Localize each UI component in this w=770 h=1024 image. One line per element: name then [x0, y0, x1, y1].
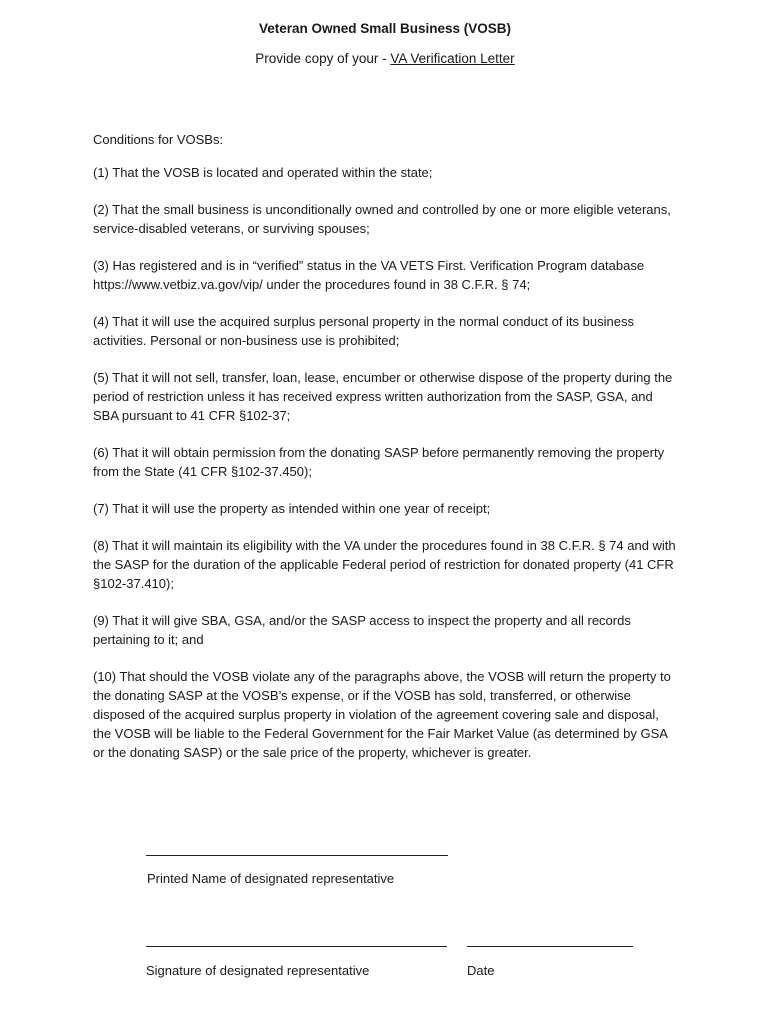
date-line[interactable]	[467, 946, 633, 947]
printed-name-line[interactable]	[146, 855, 448, 856]
condition-item: (6) That it will obtain permission from the donating SASP before permanently removing the property from the State (41 CFR §102-37.450);	[93, 445, 665, 479]
condition-item: (2) That the small business is unconditionally owned and controlled by one or more eligible veterans, service-disabled veterans, or surviving spouses;	[93, 202, 671, 236]
subtitle-prefix: Provide copy of your -	[255, 51, 391, 66]
condition-item: (4) That it will use the acquired surplus personal property in the normal conduct of its business activities. Personal or non-business use is prohibited;	[93, 314, 634, 348]
condition-item: (7) That it will use the property as intended within one year of receipt;	[93, 501, 491, 516]
condition-item: (1) That the VOSB is located and operated within the state;	[93, 165, 433, 180]
condition-item: (8) That it will maintain its eligibility with the VA under the procedures found in 38 C.F.R. § 74 and with the SASP for the duration of the applicable Federal period of restriction for donated property (41 CFR §102-37.410);	[93, 538, 676, 591]
condition-item: (5) That it will not sell, transfer, loan, lease, encumber or otherwise dispose of the property during the period of restriction unless it has received express written authorization from the SASP, GSA, and SBA pursuant to 41 CFR §102-37;	[93, 370, 673, 423]
conditions-heading: Conditions for VOSBs:	[93, 132, 224, 147]
document-title: Veteran Owned Small Business (VOSB)	[258, 21, 512, 36]
conditions-list	[93, 163, 678, 780]
condition-item: (10) That should the VOSB violate any of the paragraphs above, the VOSB will return the property to the donating SASP at the VOSB’s expense, or if the VOSB has sold, transferred, or otherwise disposed of the acquired surplus property in violation of the agreement covering sale and disposal, the VOSB will be liable to the Federal Government for the Fair Market Value (as determined by GSA or the donating SASP) or the sale price of the property, whichever is greater.	[93, 669, 671, 760]
va-verification-letter-link[interactable]: VA Verification Letter	[390, 51, 515, 66]
date-label: Date	[467, 963, 495, 978]
condition-item: (3) Has registered and is in “verified” status in the VA VETS First. Verification Program database https://www.vetbiz.va.gov/vip/ under the procedures found in 38 C.F.R. § 74;	[93, 258, 645, 292]
signature-line[interactable]	[146, 946, 447, 947]
signature-label: Signature of designated representative	[146, 963, 370, 978]
printed-name-label: Printed Name of designated representative	[147, 871, 395, 886]
condition-item: (9) That it will give SBA, GSA, and/or the SASP access to inspect the property and all records pertaining to it; and	[93, 613, 631, 647]
document-subtitle	[0, 51, 770, 66]
